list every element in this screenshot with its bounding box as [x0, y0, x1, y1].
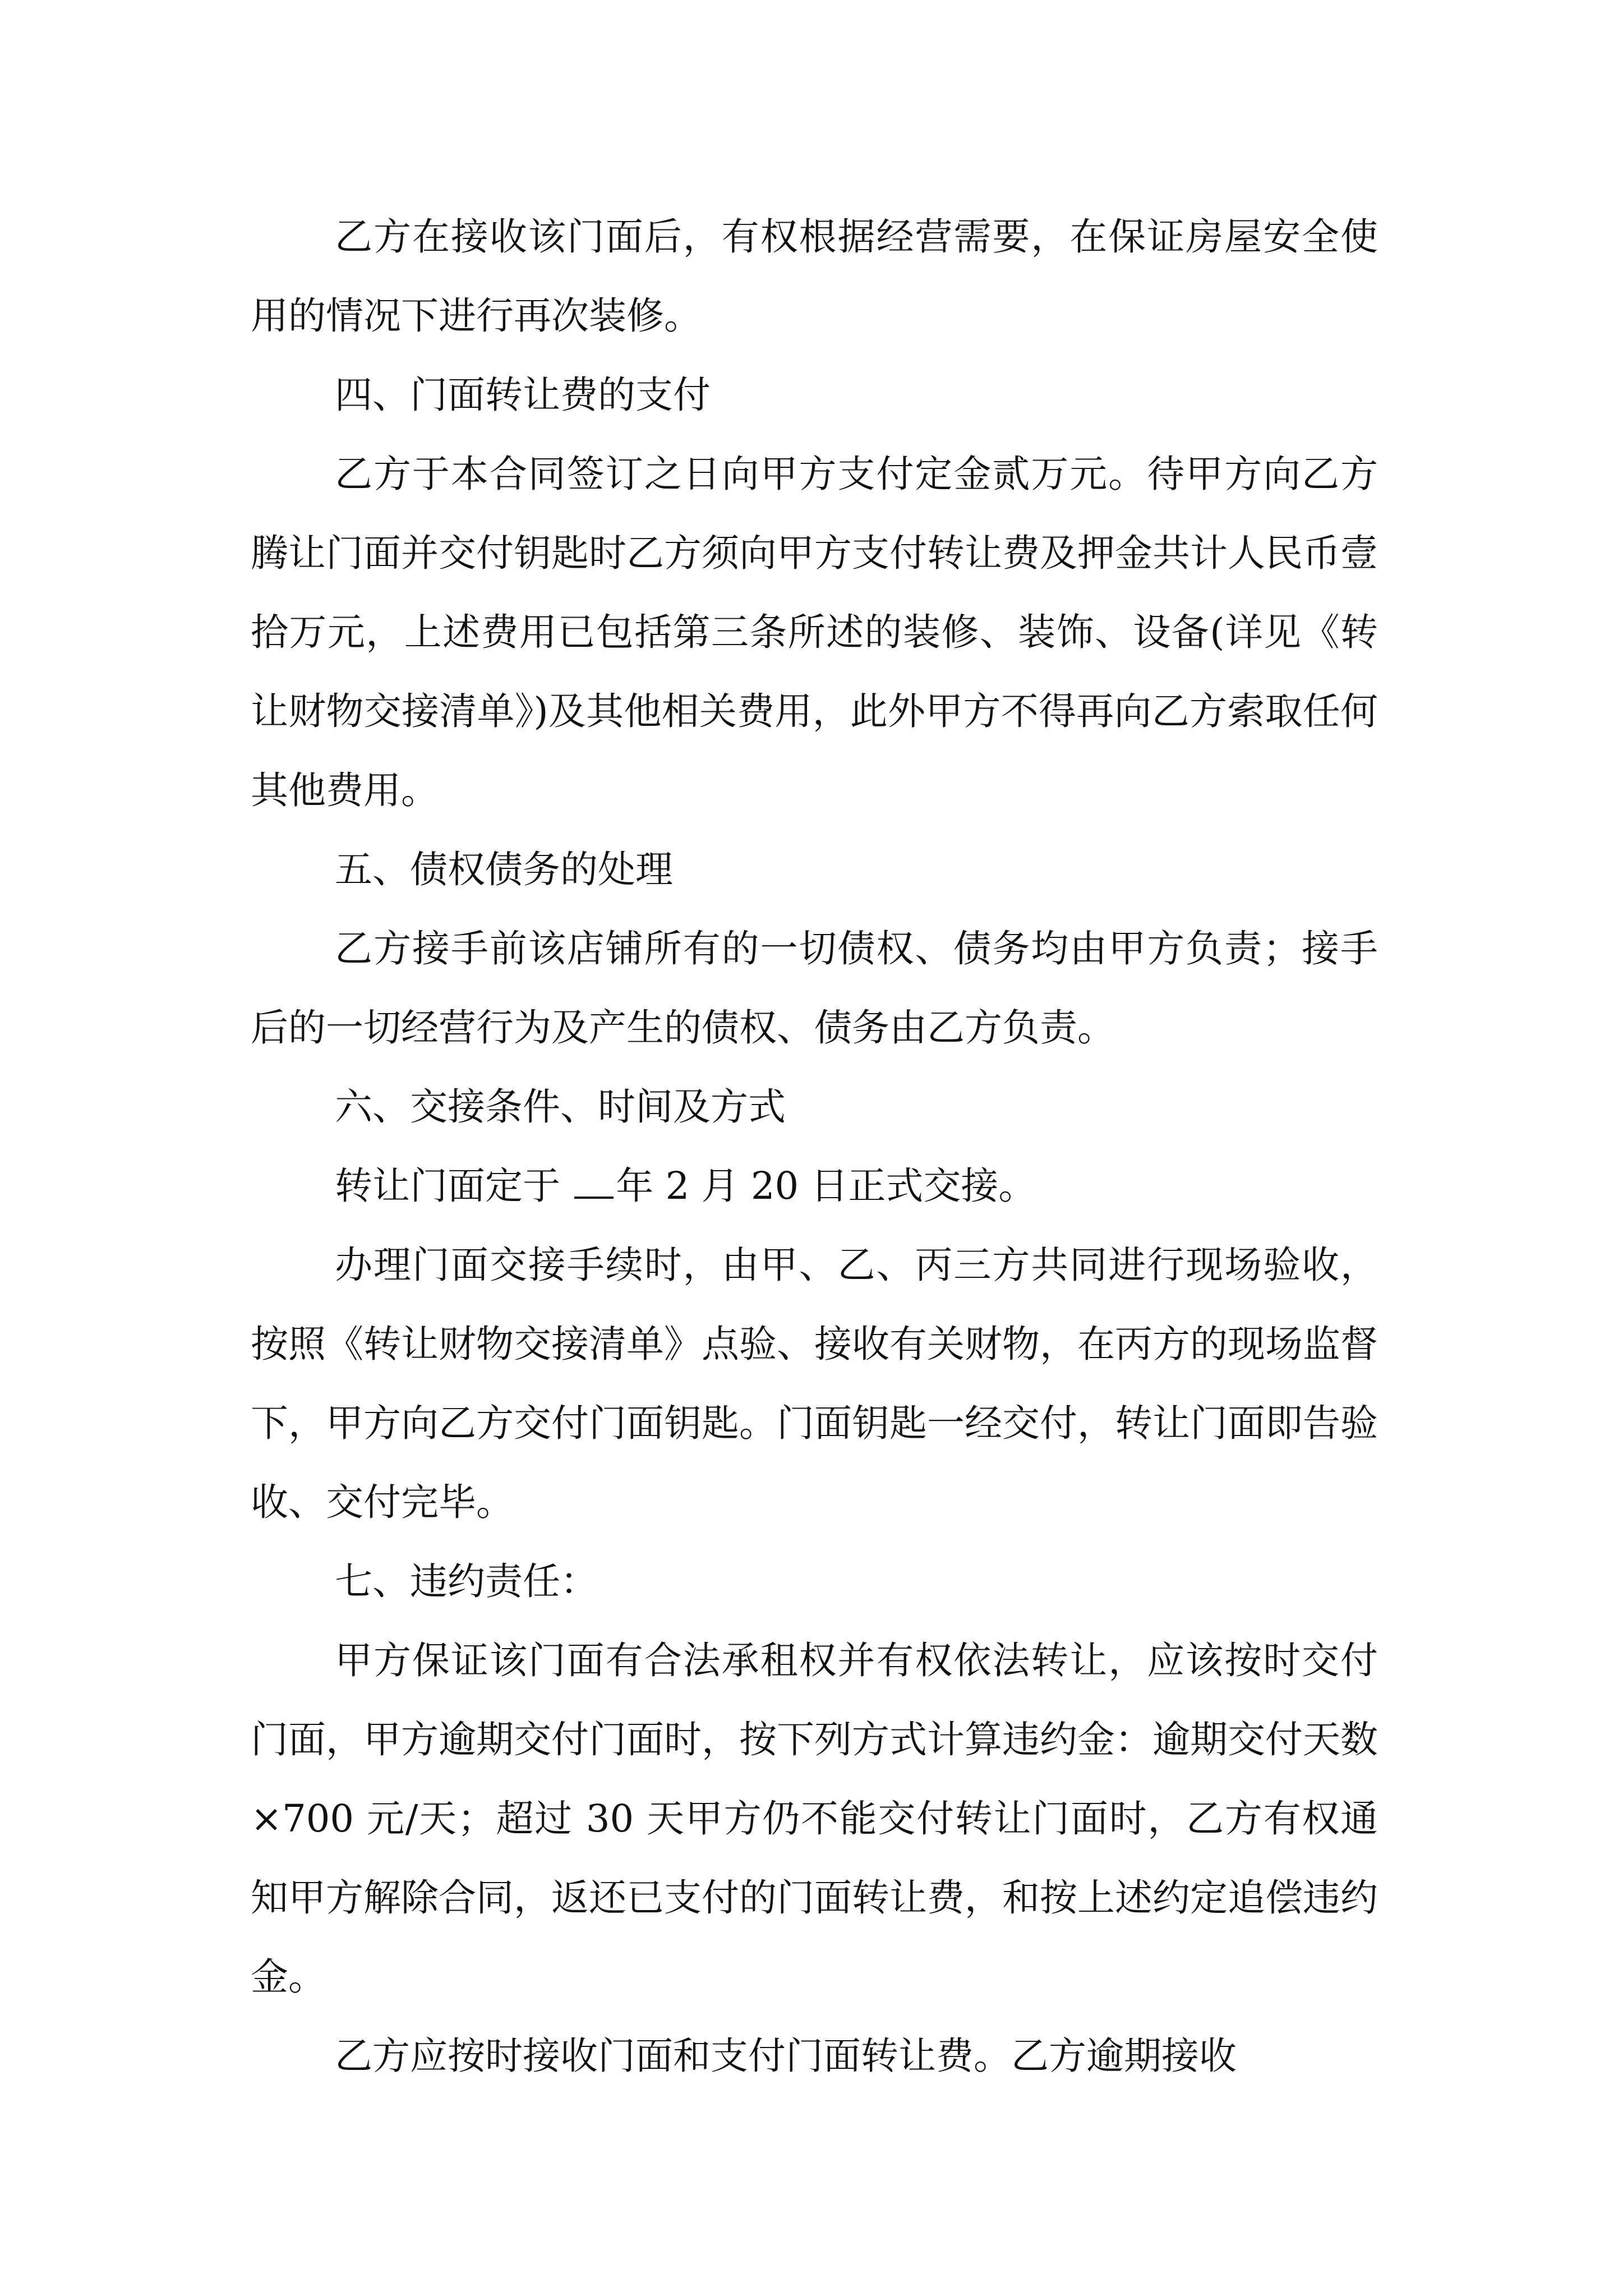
section-heading-5: 五、债权债务的处理 — [335, 848, 673, 891]
date-suffix: 年 2 月 20 日正式交接。 — [616, 1164, 1036, 1208]
date-prefix: 转让门面定于 — [335, 1164, 573, 1208]
paragraph-handover-procedure: 办理门面交接手续时，由甲、乙、丙三方共同进行现场验收，按照《转让财物交接清单》点验、接收有关财物，在丙方的现场监督下，甲方向乙方交付门面钥匙。门面钥匙一经交付，转让门面即告验收、交付完毕。 — [251, 1243, 1378, 1524]
paragraph-payment: 乙方于本合同签订之日向甲方支付定金贰万元。待甲方向乙方腾让门面并交付钥匙时乙方须向甲方支付转让费及押金共计人民币壹拾万元，上述费用已包括第三条所述的装修、装饰、设备(详见《转让财物交接清单》)及其他相关费用，此外甲方不得再向乙方索取任何其他费用。 — [251, 452, 1378, 812]
section-heading-4: 四、门面转让费的支付 — [335, 373, 711, 417]
section-heading-7: 七、违约责任： — [335, 1559, 598, 1603]
paragraph-party-b-liability: 乙方应按时接收门面和支付门面转让费。乙方逾期接收 — [335, 2034, 1237, 2078]
paragraph-debts: 乙方接手前该店铺所有的一切债权、债务均由甲方负责；接手后的一切经营行为及产生的债权、债务由乙方负责。 — [251, 927, 1378, 1050]
paragraph-renovation: 乙方在接收该门面后，有权根据经营需要，在保证房屋安全使用的情况下进行再次装修。 — [251, 215, 1378, 338]
section-heading-6: 六、交接条件、时间及方式 — [335, 1085, 786, 1129]
handover-date-line — [251, 1147, 1378, 1226]
document-body — [251, 197, 1378, 2096]
paragraph-party-a-liability: 甲方保证该门面有合法承租权并有权依法转让，应该按时交付门面，甲方逾期交付门面时，按下列方式计算违约金：逾期交付天数×700 元/天；超过 30 天甲方仍不能交付转让门面时，乙方有权通知甲方解除合同，返还已支付的门面转让费，和按上述约定追偿违约金。 — [251, 1639, 1378, 1999]
year-blank — [574, 1163, 614, 1199]
